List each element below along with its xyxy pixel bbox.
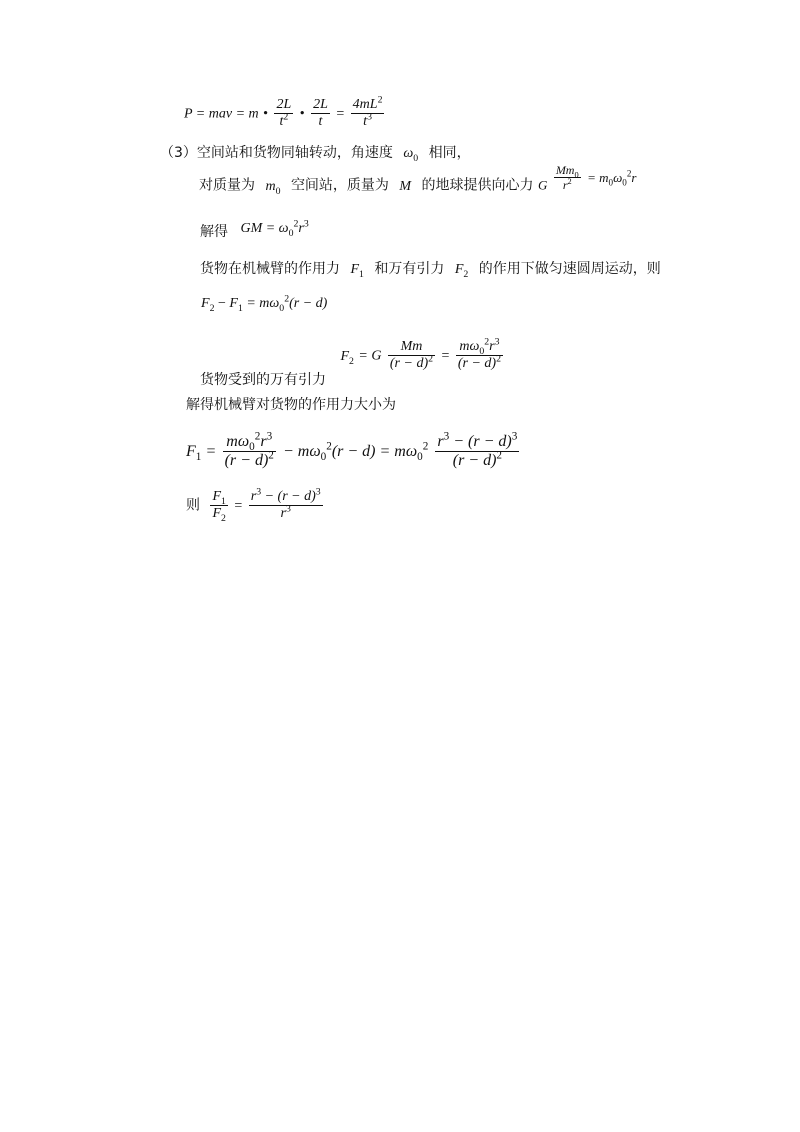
gravity-label: 货物受到的万有引力: [200, 371, 326, 388]
numerator: $4mL^2$: [352, 94, 383, 112]
denominator: $r^2$: [562, 177, 572, 192]
equals-G: = G: [358, 348, 382, 364]
cargo-text-a: 货物在机械臂的作用力: [200, 261, 340, 277]
F1-symbol: $F_1$: [350, 262, 364, 280]
denominator: $(r - d)^2$: [389, 353, 434, 371]
equals-sign: =: [206, 443, 216, 460]
ratio-line: [186, 486, 325, 524]
fraction-Mm-rd2: [388, 340, 435, 371]
m0-symbol: $m_0$: [265, 178, 281, 197]
denominator: $F_2$: [212, 506, 226, 524]
denominator: t: [318, 114, 323, 129]
omega-symbol: $\omega_0$: [403, 146, 419, 164]
fraction-Mm0-r2: [554, 164, 581, 191]
equals-sign: =: [336, 106, 345, 122]
fraction-r3-minus-rd3-over-r3: [249, 486, 323, 521]
numerator: 2L: [276, 97, 292, 112]
G-symbol: G: [537, 177, 548, 193]
fraction-mw2r3-rd2: [456, 336, 503, 371]
solve-gm-line: [200, 218, 309, 240]
solve-arm-line: 解得机械臂对货物的作用力大小为: [186, 397, 396, 413]
equation-F1: [186, 430, 521, 469]
numerator: $Mm_0$: [555, 163, 579, 180]
part3-text-b: 相同，: [428, 145, 471, 161]
gm-equation: GM = $\omega_0^2r^3$: [240, 218, 309, 239]
numerator: $r^3 - (r - d)^3$: [437, 430, 518, 450]
part3-statement: [160, 145, 471, 164]
equation-force-diff: $F_2 - F_1 = m\omega_0^2(r - d)$: [201, 293, 328, 314]
denominator: $t^3$: [363, 111, 372, 129]
F2-symbol: $F_2$: [454, 262, 469, 280]
cargo-line: [200, 261, 661, 280]
centripetal-text-b: 空间站，质量为: [290, 177, 389, 194]
numerator: $r^3 - (r - d)^3$: [250, 486, 321, 504]
M-symbol: M: [399, 178, 412, 194]
centripetal-text-a: 对质量为: [199, 177, 255, 194]
cargo-text-b: 和万有引力: [374, 261, 445, 277]
denominator: $(r - d)^2$: [452, 449, 503, 469]
gravity-line: [200, 336, 505, 388]
numerator: $m\omega_0^2r^3$: [456, 340, 503, 356]
denominator: $(r - d)^2$: [457, 353, 501, 371]
fraction-2L-t2: [274, 98, 293, 129]
dot-operator: •: [299, 106, 305, 122]
cargo-text-c: 的作用下做匀速圆周运动，则: [478, 261, 661, 277]
denominator: $t^2$: [279, 111, 289, 129]
numerator: $m\omega_0^2r^3$: [223, 434, 276, 452]
equals-sign: =: [441, 348, 450, 364]
denominator: $(r - d)^2$: [224, 449, 274, 469]
ratio-label: 则: [186, 497, 200, 514]
centripetal-text-c: 的地球提供向心力: [421, 177, 534, 194]
fraction-r3-minus-rd3-over-rd2: [435, 430, 519, 469]
centripetal-line: [199, 163, 637, 199]
solve-label: 解得: [200, 224, 228, 240]
middle-term: − $m\omega_0^2(r - d) = m\omega_0^2$: [282, 440, 429, 464]
numerator: $F_1$: [212, 489, 226, 507]
dot-operator: •: [263, 106, 268, 122]
part3-text-a: （3）空间站和货物同轴转动，角速度: [160, 145, 393, 161]
fraction-4mL2-t3: [351, 94, 385, 129]
power-lhs: P = mav = m: [184, 106, 259, 122]
F1-symbol: $F_1$: [186, 443, 202, 464]
fraction-F1-F2: [210, 489, 227, 524]
equation-power: [184, 94, 386, 129]
F2-symbol: $F_2$: [340, 348, 354, 367]
fraction-mw2r3-rd2: [223, 430, 276, 469]
equals-sign: =: [234, 498, 243, 514]
numerator: Mm: [388, 340, 435, 356]
numerator: 2L: [313, 97, 328, 112]
fraction-2L-t: [311, 98, 330, 129]
denominator: $r^3$: [280, 503, 291, 521]
centripetal-rhs: = $m_0\omega_0^2r$: [587, 168, 637, 188]
